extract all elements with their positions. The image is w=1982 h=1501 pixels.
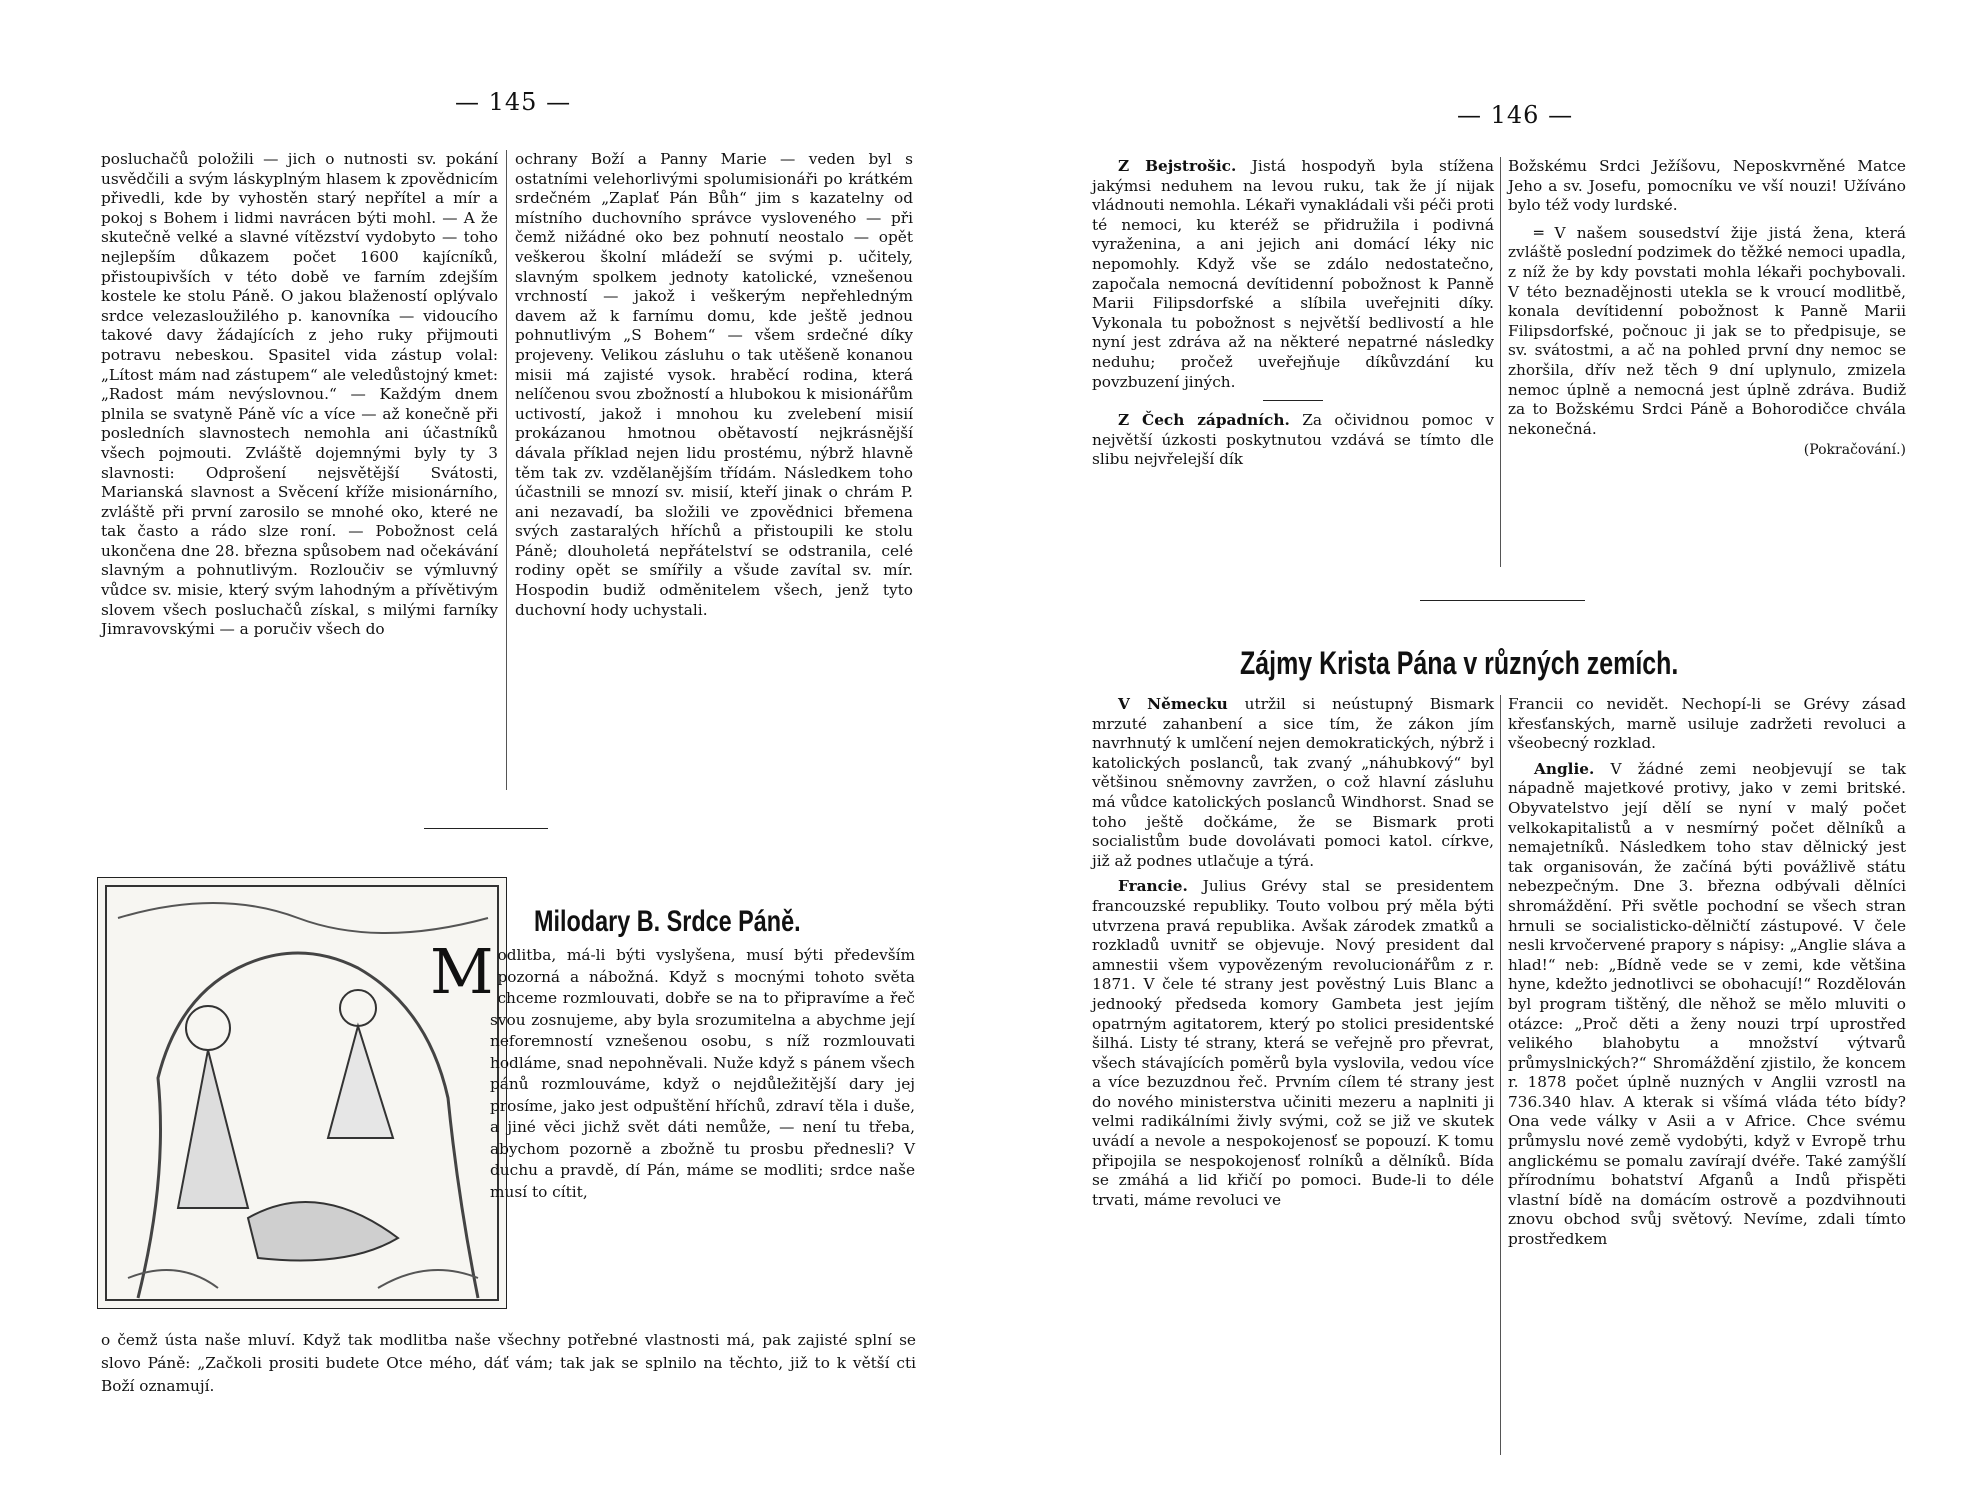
left-column-2 — [515, 150, 913, 620]
dropcap-letter: M — [430, 935, 494, 1008]
right-col3-para2 — [1092, 877, 1494, 1210]
right-col4-para1: Francii co nevidět. Nechopí-li se Grévy zásad křesťanských, marně usiluje zadržeti revoluci a všeobecný rozklad. — [1508, 695, 1906, 753]
heading-cech-zapadnich: Z Čech západních. — [1118, 411, 1290, 430]
article-title-milodary: Milodary B. Srdce Páně. — [534, 905, 801, 938]
text-bejstrosic: Jistá hospodyň byla stížena jakýmsi neduhem na levou ruku, tak že jí nijak vládnouti nemohla. Lékaři vynakládali vši péči proti té nemoci, ku kteréž se přidružila i podivná vyraženina, a ani jejich ani domácí léky nic nepomohly. Když vše se zdálo nedostatečno, započala nemocná devítidenní pobožnost k Panně Marii Filipsdorfské a slíbila uveřejniti díky. Vykonala tu pobožnost s největší bedlivostí a hle nyní jest zdráva až na některé nepatrné následky neduhu; pročež uveřejňuje díkůvzdání ku povzbuzení jiných. — [1092, 157, 1494, 391]
page-number-145: — 145 — — [455, 88, 572, 116]
heading-francie: Francie. — [1118, 877, 1188, 896]
article-text-full: o čemž ústa naše mluví. Když tak modlitba naše všechny potřebné vlastnosti má, pak zajisté splní se slovo Páně: „Začkoli prositi budete Otce mého, dáť vám; tak jak se splnilo na těchto, již to k větší cti Boží oznamují. — [101, 1331, 916, 1395]
left-divider-rule — [424, 828, 548, 829]
right-col3-para1 — [1092, 695, 1494, 871]
right-column-3 — [1092, 695, 1494, 1210]
right-divider-rule — [1420, 600, 1585, 601]
right-lower-separator — [1500, 695, 1501, 1455]
text-sousedstvi: V našem sousedství žije jistá žena, která zvláště poslední podzimek do těžké nemoci upadla, z níž že by kdy povstati mohla lékaři pochybovali. V této beznadějnosti utekla se k vroucí modlitbě, konala devítidenní pobožnost k Panně Marii Filipsdorfské, počnouc ji jak se to předpisuje, se sv. svátostmi, a ač na pohled první dny nemoc se zhoršila, dřív než těch 9 dní uplynulo, zmizela nemoc úplně a nemocná jest úplně zdráva. Budiž za to Božskému Srdci Páně a Bohorodičce chvála nekonečná. — [1508, 223, 1906, 438]
right-col2-para2 — [1508, 224, 1906, 440]
text-nemecko: utržil si neústupný Bismark mrzuté zahanbení a sice tím, že zákon jím navrhnutý k umlčení nejen demokratických, nýbrž i katolických poslanců, tak zvaný „náhubkový“ byl většinou sněmovny zavržen, o což hlavní zásluhu má vůdce katolických poslanců Windhorst. Snad se toho ještě dočkáme, že se Bismark proti socialistům bude dovolávati pomoci katol. církve, již až podnes utlačuje a týrá. — [1092, 695, 1494, 870]
text-cech-zapadnich: Za očividnou pomoc v největší úzkosti poskytnutou vzdává se tímto dle slibu nejvřelejší dík — [1092, 411, 1494, 469]
right-col1-para1 — [1092, 157, 1494, 392]
page-number-146: — 146 — — [1457, 101, 1574, 129]
left-column-separator — [506, 150, 507, 790]
heading-anglie: Anglie. — [1534, 759, 1595, 778]
left-col2-text: ochrany Boží a Panny Marie — veden byl s ostatními velehorlivými spolumisionáři po krátkém srdečném „Zaplať Pán Bůh“ jim s kazatelny od místního duchovního správce vysloveného — při čemž nižádné oko bez pohnutí neostalo — opět veškerou školní mládeží se svými p. učitely, slavným spolkem jednoty katolické, vznešenou vrchností — jakož i veškerým nepřehledným davem až k farnímu domu, kde ještě jednou pohnutlivým „S Bohem“ — všem srdečné díky projeveny. Velikou zásluhu o tak utěšeně konanou misii má zajisté vysok. hraběcí rodina, která nelíčenou svou zbožností a hlubokou k misionářům uctivostí, jakož i mnohou ku zvelebení misií prokázanou hmotnou obětavostí nejkrásnější dávala příklad nejen lidu prostému, nýbrž hlavně těm tak zv. vzdělanějším třídám. Následkem toho účastnili se mnozí sv. misií, kteří jinak o chrám P. ani nezavadí, ba složili ve zpovědnici břemena svých zastaralých hříchů a přistoupili ke stolu Páně; dlouholetá nepřátelství se odstranila, celé rodiny opět se smířily a všude zavítal sv. mír. Hospodin budiž odměnitelem všech, jenž tyto duchovní hody uchystali. — [515, 150, 913, 619]
heading-nemecko: V Německu — [1118, 695, 1228, 713]
left-col1-text: posluchačů položili — jich o nutnosti sv. pokání usvědčili a svým láskyplným hlasem k zpovědnicím přivedli, kde by vyhostěn starý nepřítel a mír a pokoj s Bohem i lidmi navrácen býti mohl. — A že skutečně velké a slavné vítězství vydobyto — toho nejlepším důkazem počet 1600 kajícníků, přistoupivších v této době ve farním zdejším kostele ke stolu Páně. O jakou blažeností oplývalo srdce velezasloužilého p. kanovníka — vidoucího takové davy žádajících z jeho ruky přijmouti potravu nebeskou. Spasitel vida zástup volal: „Lítost mám nad zástupem“ ale veledůstojný kmet: „Radost mám nevýslovnou.“ — Každým dnem plnila se svatyně Páně víc a více — až konečně při posledních slavnostech nemohla ani účastníků všech pojmouti. Zvláště dojemnými byly ty 3 slavnosti: Odprošení nejsvětější Svátosti, Marianská slavnost a Svěcení kříže misionárního, zvláště při první zarosilo se mnohé oko, které ne tak často a rádo slze roní. — Pobožnost celá ukončena dne 28. března spůsobem nad očekávání slavným a pohnutlivým. Rozloučiv se výmluvný vůdce sv. misie, který svým lahodným a přívětivým slovem všech posluchačů získal, s milými farníky Jimravovskými — a poručiv všech do — [101, 150, 498, 639]
continuation-note: (Pokračování.) — [1803, 442, 1906, 459]
section-title-zajmy: Zájmy Krista Pána v různých zemích. — [1240, 645, 1679, 681]
text-anglie: V žádné zemi neobjevují se tak nápadně majetkové protivy, jako v zemi britské. Obyvatelstvo její dělí se nyní v malý počet velkokapitalistů a v nesmírný počet dělníků a nemajetníků. Následkem toho stav dělnický jest tak organisován, že začíná býti povážlivě státu nebezpečným. Dne 3. března odbývali dělníci shromáždění. Při světle pochodní se všech stran hrnuli se socialisticko-dělničtí zástupové. V čele nesli krvočervené prapory s nápisy: „Anglie sláva a hlad!“ neb: „Bídně vede se v zemi, kde většina hyne, kdežto jednotlivci se obohacují!“ Rozdělován byl program tištěný, dle něhož se mělo mluviti o otázce: „Proč děti a ženy nouzi trpí uprostřed velikého blahobytu a množství výtvarů průmyslnických?“ Shromáždění zjistilo, že koncem r. 1878 počet úplně nuzných v Anglii vzrostl na 736.340 hlav. A kterak si všímá vláda této bídy? Ona vede války v Asii a v Africe. Chce svému průmyslu nové země vydobýti, když v Evropě trhu anglickému se pomalu zavírají dvéře. Také zamýšlí přírodnímu bohatství Afganů a Indů přispěti vlastní bídě na domácím ostrově a pozdvihnouti znovu obchod svůj světový. Nevíme, zdali tímto prostředkem — [1508, 759, 1906, 1249]
right-col1-rule — [1263, 400, 1323, 401]
right-column-1 — [1092, 157, 1494, 470]
right-col2-para1: Božskému Srdci Ježíšovu, Neposkvrněné Matce Jeho a sv. Josefu, pomocníku ve vší nouzi! Užíváno bylo též vody lurdské. — [1508, 157, 1906, 215]
double-rule-mark: ═ — [1534, 223, 1544, 242]
heading-bejstrosic: Z Bejstrošic. — [1118, 157, 1237, 175]
right-column-4 — [1508, 695, 1906, 1250]
article-body-beside — [430, 935, 915, 1203]
right-column-2 — [1508, 157, 1906, 461]
right-col1-para2 — [1092, 411, 1494, 470]
article-body-full — [101, 1329, 916, 1398]
right-col4-para2 — [1508, 760, 1906, 1250]
left-column-1 — [101, 150, 498, 640]
text-francie: Julius Grévy stal se presidentem francouzské republiky. Touto volbou prý měla býti utvrzena pravá republika. Avšak zárodek zmatků a rozkladů uvnitř se objevuje. Nový president dal amnestii všem vypovězeným revolucionářům z r. 1871. V čele té strany jest pověstný Luis Blanc a jednooký předseda komory Gambeta jest jejím opatrným agitatorem, který po stolici presidentské šilhá. Listy té strany, která se veřejně pro převrat, všech stávajících poměrů byla vyslovila, vedou více a více bezuzdnou řeč. Prvním cílem té strany jest do nového ministerstva učiniti mezeru a naplniti ji velmi radikálními živly svými, což se již ve skutek uvádí a nevole a nespokojenosť se popouzí. K tomu připojila se nespokojenosť rolníků a dělníků. Bída se zmáhá a lid křičí po pomoci. Bude-li to déle trvati, máme revoluci ve — [1092, 877, 1494, 1209]
article-text-beside: odlitba, má-li býti vyslyšena, musí býti především pozorná a nábožná. Když s mocnými tohoto světa chceme rozmlouvati, dobře se na to připravíme a řeč svou zosnujeme, aby byla srozumitelna a abychme její neforemností vznešenou osobu, s níž rozmlouvati hodláme, snad nepohněvali. Nuže když s pánem všech pánů rozmlouváme, když o nejdůležitější dary jej prosíme, jako jest odpuštění hříchů, zdraví těla i duše, a jiné věci jichž svět dáti nemůže, — není tu třeba, abychom pozorně a zbožně tu prosbu přednesli? V duchu a pravdě, dí Pán, máme se modliti; srdce naše musí to cítit, — [490, 946, 915, 1201]
right-upper-separator — [1500, 157, 1501, 567]
